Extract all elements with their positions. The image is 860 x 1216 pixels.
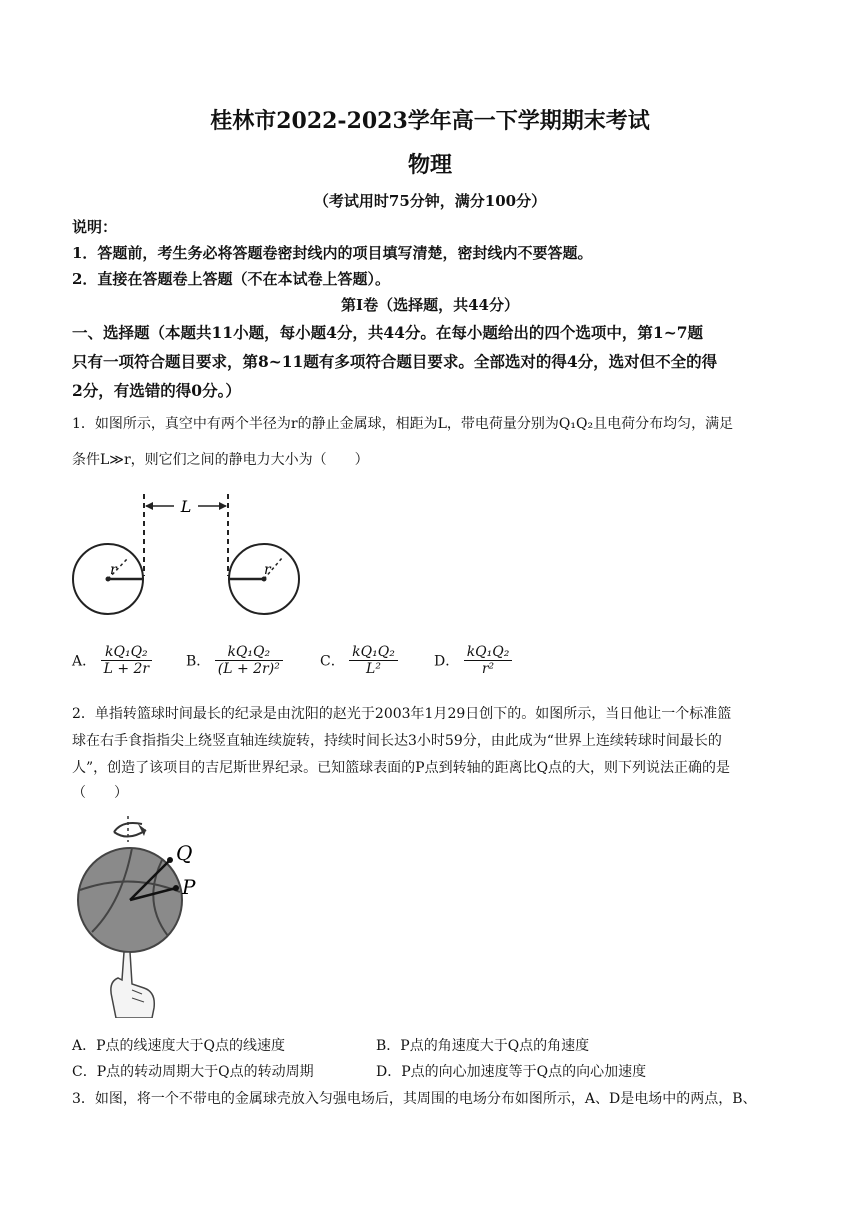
note-item: 1．答题前，考生务必将答题卷密封线内的项目填写清楚，密封线内不要答题。 xyxy=(72,244,593,262)
label-r-right: r xyxy=(264,562,271,578)
q2-option-d: D．P点的向心加速度等于Q点的向心加速度 xyxy=(376,1064,647,1080)
q1-text: 1．如图所示，真空中有两个半径为r的静止金属球，相距为L，带电荷量分别为Q₁Q₂且电荷分布均匀，满足 xyxy=(72,416,734,432)
q1-option-c: C． $\frac{\text{kQ₁Q₂}}{\text{L²}}$ xyxy=(320,644,398,677)
section1-line: 2分，有选错的得0分。） xyxy=(72,381,241,400)
exam-info: （考试用时75分钟，满分100分） xyxy=(313,192,547,210)
q3-text: 3．如图，将一个不带电的金属球壳放入匀强电场后，其周围的电场分布如图所示，A、D是电场中的两点，B、 xyxy=(72,1091,757,1107)
part1-title: 第Ⅰ卷（选择题，共44分） xyxy=(341,296,519,314)
subject-title: 物理 xyxy=(407,152,452,178)
q2-figure xyxy=(72,812,212,1018)
section1-line: 一、选择题（本题共11小题，每小题4分，共44分。在每小题给出的四个选项中，第1~7题 xyxy=(72,323,703,342)
q1-option-a: A． $\frac{\text{kQ₁Q₂}}{L + 2r}$ xyxy=(72,644,152,677)
q1-figure xyxy=(68,484,308,624)
label-L: L xyxy=(180,497,192,516)
section1-line: 只有一项符合题目要求，第8~11题有多项符合题目要求。全部选对的得4分，选对但不全的得 xyxy=(72,352,718,371)
q2-text: （ ） xyxy=(72,785,128,801)
q1-text: 条件L≫r，则它们之间的静电力大小为（ ） xyxy=(72,452,369,468)
q2-option-b: B．P点的角速度大于Q点的角速度 xyxy=(376,1038,590,1054)
q2-option-c: C．P点的转动周期大于Q点的转动周期 xyxy=(72,1064,314,1080)
note-item: 2．直接在答题卷上答题（不在本试卷上答题）。 xyxy=(72,270,390,288)
notes-heading: 说明： xyxy=(72,218,118,236)
label-r-left: r xyxy=(110,562,117,578)
q2-text: 人”，创造了该项目的吉尼斯世界纪录。已知篮球表面的P点到转轴的距离比Q点的大，则下列说法正确的是 xyxy=(72,760,731,776)
q1-option-d: D． $\frac{\text{kQ₁Q₂}}{\text{r²}}$ xyxy=(434,644,512,677)
q2-option-a: A．P点的线速度大于Q点的线速度 xyxy=(72,1038,286,1054)
q2-text: 球在右手食指指尖上绕竖直轴连续旋转，持续时间长达3小时59分，由此成为“世界上连续转球时间最长的 xyxy=(72,733,722,749)
label-P: P xyxy=(182,875,196,899)
label-Q: Q xyxy=(176,841,193,865)
q2-text: 2．单指转篮球时间最长的纪录是由沈阳的赵光于2003年1月29日创下的。如图所示，当日他让一个标准篮 xyxy=(72,706,732,722)
exam-title: 桂林市2022-2023学年高一下学期期末考试 xyxy=(210,108,650,134)
q1-option-b: B． $\frac{\text{kQ₁Q₂}}{\text{(L + 2r)²}}$ xyxy=(186,644,283,677)
